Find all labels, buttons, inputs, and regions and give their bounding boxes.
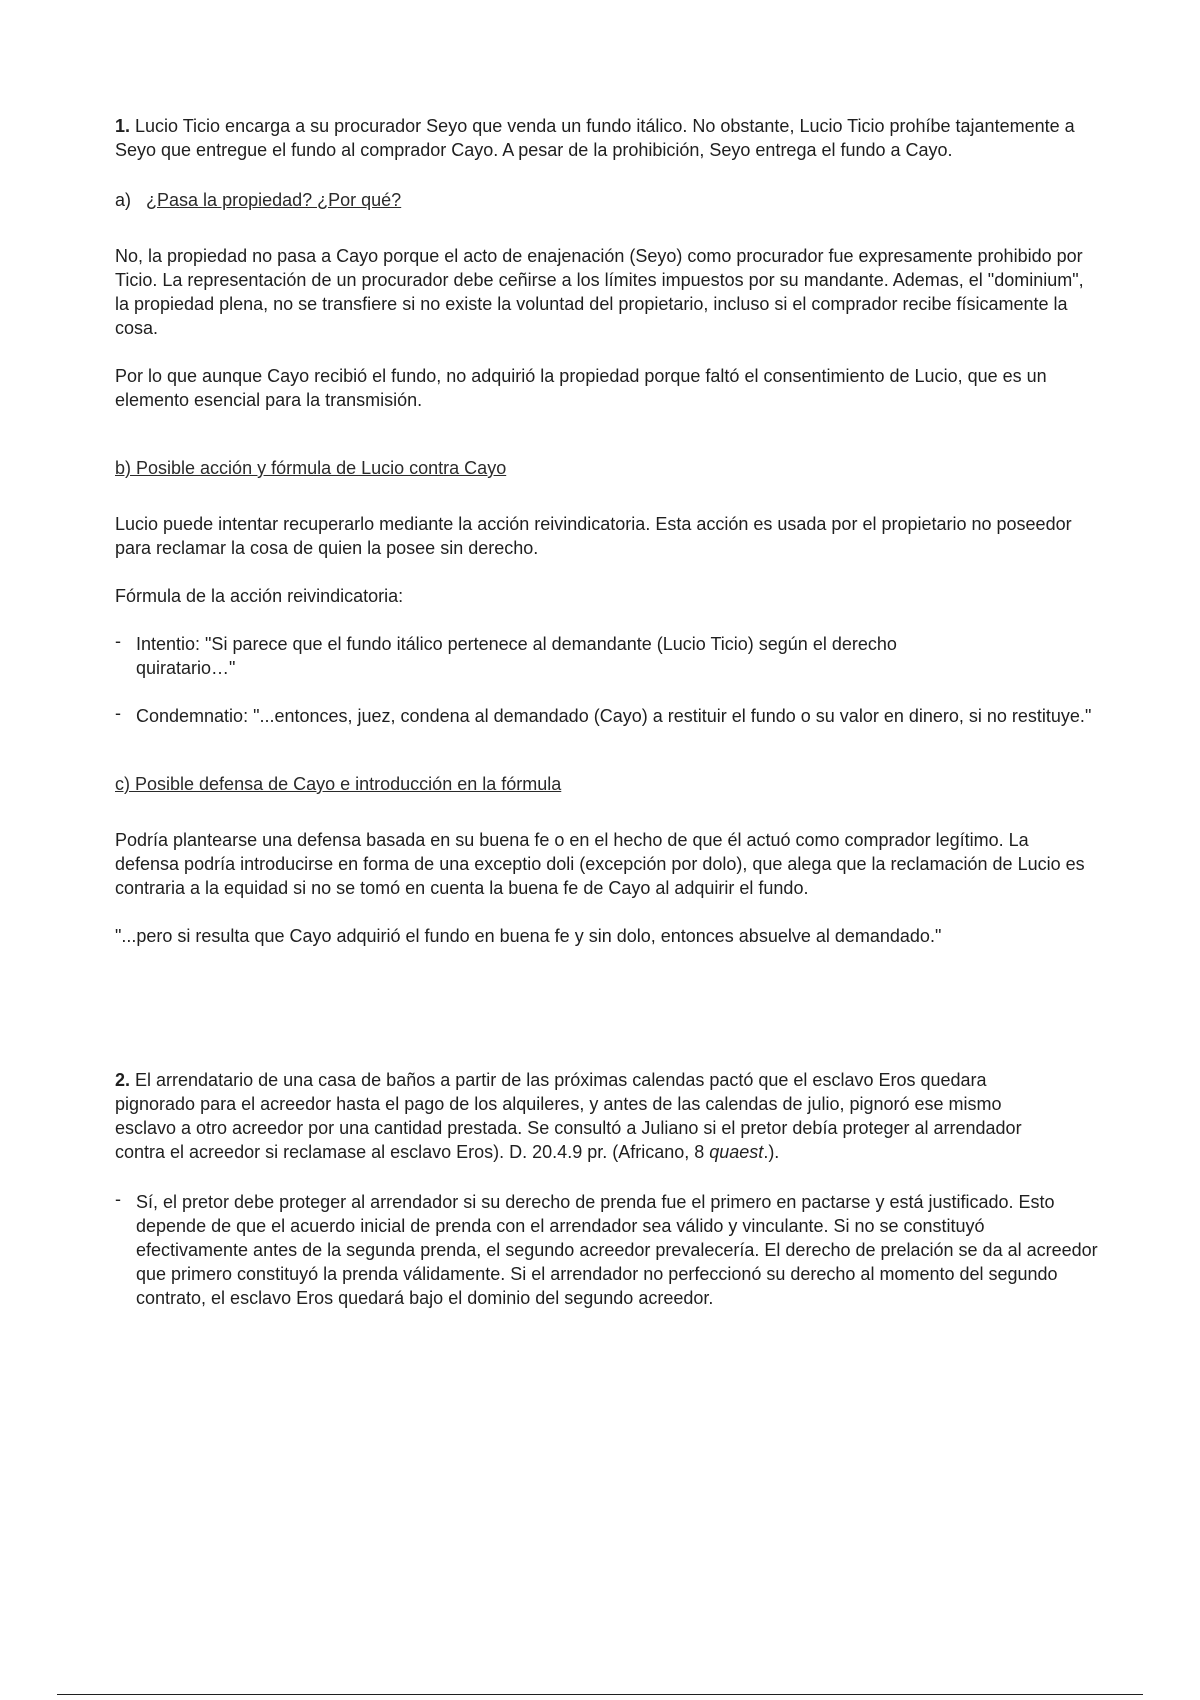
answer-1c-paragraph-1: Podría plantearse una defensa basada en su buena fe o en el hecho de que él actuó como comprador legítimo. La defensa podría introducirse en forma de una exceptio doli (excepción por dolo), que alega que la reclamación de Lucio es contraria a la equidad si no se tomó en cuenta la buena fe de Cayo al adquirir el fundo. [115,830,1085,898]
document-page [115,114,1098,1310]
bullet-dash: - [115,631,121,651]
formula-condemnatio-text: Condemnatio: "...entonces, juez, condena al demandado (Cayo) a restituir el fundo o su valor en dinero, si no restituye." [136,706,1092,726]
question-2-text-end: .). [763,1142,780,1162]
answer-2-bullet [115,1190,1101,1310]
answer-2-text: Sí, el pretor debe proteger al arrendador si su derecho de prenda fue el primero en pactarse y está justificado. Esto depende de que el acuerdo inicial de prenda con el arrendador sea válido y vinculante. Si no se constituyó efectivamente antes de la segunda prenda, el segundo acreedor prevalecería. El derecho de prelación se da al acreedor que primero constituyó la prenda válidamente. Si el arrendador no perfeccionó su derecho al momento del segundo contrato, el esclavo Eros quedará bajo el dominio del segundo acreedor. [136,1192,1098,1308]
page-bottom-rule [57,1694,1143,1695]
answer-1a-paragraph-2: Por lo que aunque Cayo recibió el fundo, no adquirió la propiedad porque faltó el consentimiento de Lucio, que es un elemento esencial para la transmisión. [115,366,1047,410]
answer-1a-paragraph-1: No, la propiedad no pasa a Cayo porque el acto de enajenación (Seyo) como procurador fue expresamente prohibido por Ticio. La representación de un procurador debe ceñirse a los límites impuestos por su mandante. Ademas, el "dominium", la propiedad plena, no se transfiere si no existe la voluntad del propietario, incluso si el comprador recibe físicamente la cosa. [115,246,1084,338]
question-1a-heading [115,188,1090,212]
answer-1b-paragraph-1: Lucio puede intentar recuperarlo mediante la acción reivindicatoria. Esta acción es usada por el propietario no poseedor para reclamar la cosa de quien la posee sin derecho. [115,514,1072,558]
question-2-number: 2. [115,1070,131,1090]
question-2-text: El arrendatario de una casa de baños a partir de las próximas calendas pactó que el esclavo Eros quedara pignorado para el acreedor hasta el pago de los alquileres, y antes de las calendas de julio, pignoró ese mismo esclavo a otro acreedor por una cantidad prestada. Se consultó a Juliano si el pretor debía proteger al arrendador contra el acreedor si reclamase al esclavo Eros). D. 20.4.9 pr. (Africano, 8 [115,1070,1022,1162]
bullet-dash: - [115,1189,121,1209]
question-1b-heading: b) Posible acción y fórmula de Lucio contra Cayo [115,458,507,478]
question-1-number: 1. [115,116,131,136]
question-1c-heading: c) Posible defensa de Cayo e introducción en la fórmula [115,774,562,794]
question-1a-label: a) [115,190,132,210]
question-1 [115,114,1075,162]
formula-bullet-condemnatio [115,704,1101,728]
formula-bullet-intentio [115,632,996,680]
question-2-italic: quaest [709,1142,764,1162]
question-1-text: Lucio Ticio encarga a su procurador Seyo que venda un fundo itálico. No obstante, Lucio Ticio prohíbe tajantemente a Seyo que entregue el fundo al comprador Cayo. A pesar de la prohibición, Seyo entrega el fundo a Cayo. [115,116,1075,160]
answer-1c-paragraph-2: "...pero si resulta que Cayo adquirió el fundo en buena fe y sin dolo, entonces absuelve al demandado." [115,926,942,946]
formula-intentio-text: Intentio: "Si parece que el fundo itálico pertenece al demandante (Lucio Ticio) según el derecho quiratario…" [136,634,897,678]
answer-1b-paragraph-2: Fórmula de la acción reivindicatoria: [115,586,404,606]
question-2 [115,1068,1065,1164]
question-1a-heading-text: ¿Pasa la propiedad? ¿Por qué? [146,190,402,210]
bullet-dash: - [115,703,121,723]
